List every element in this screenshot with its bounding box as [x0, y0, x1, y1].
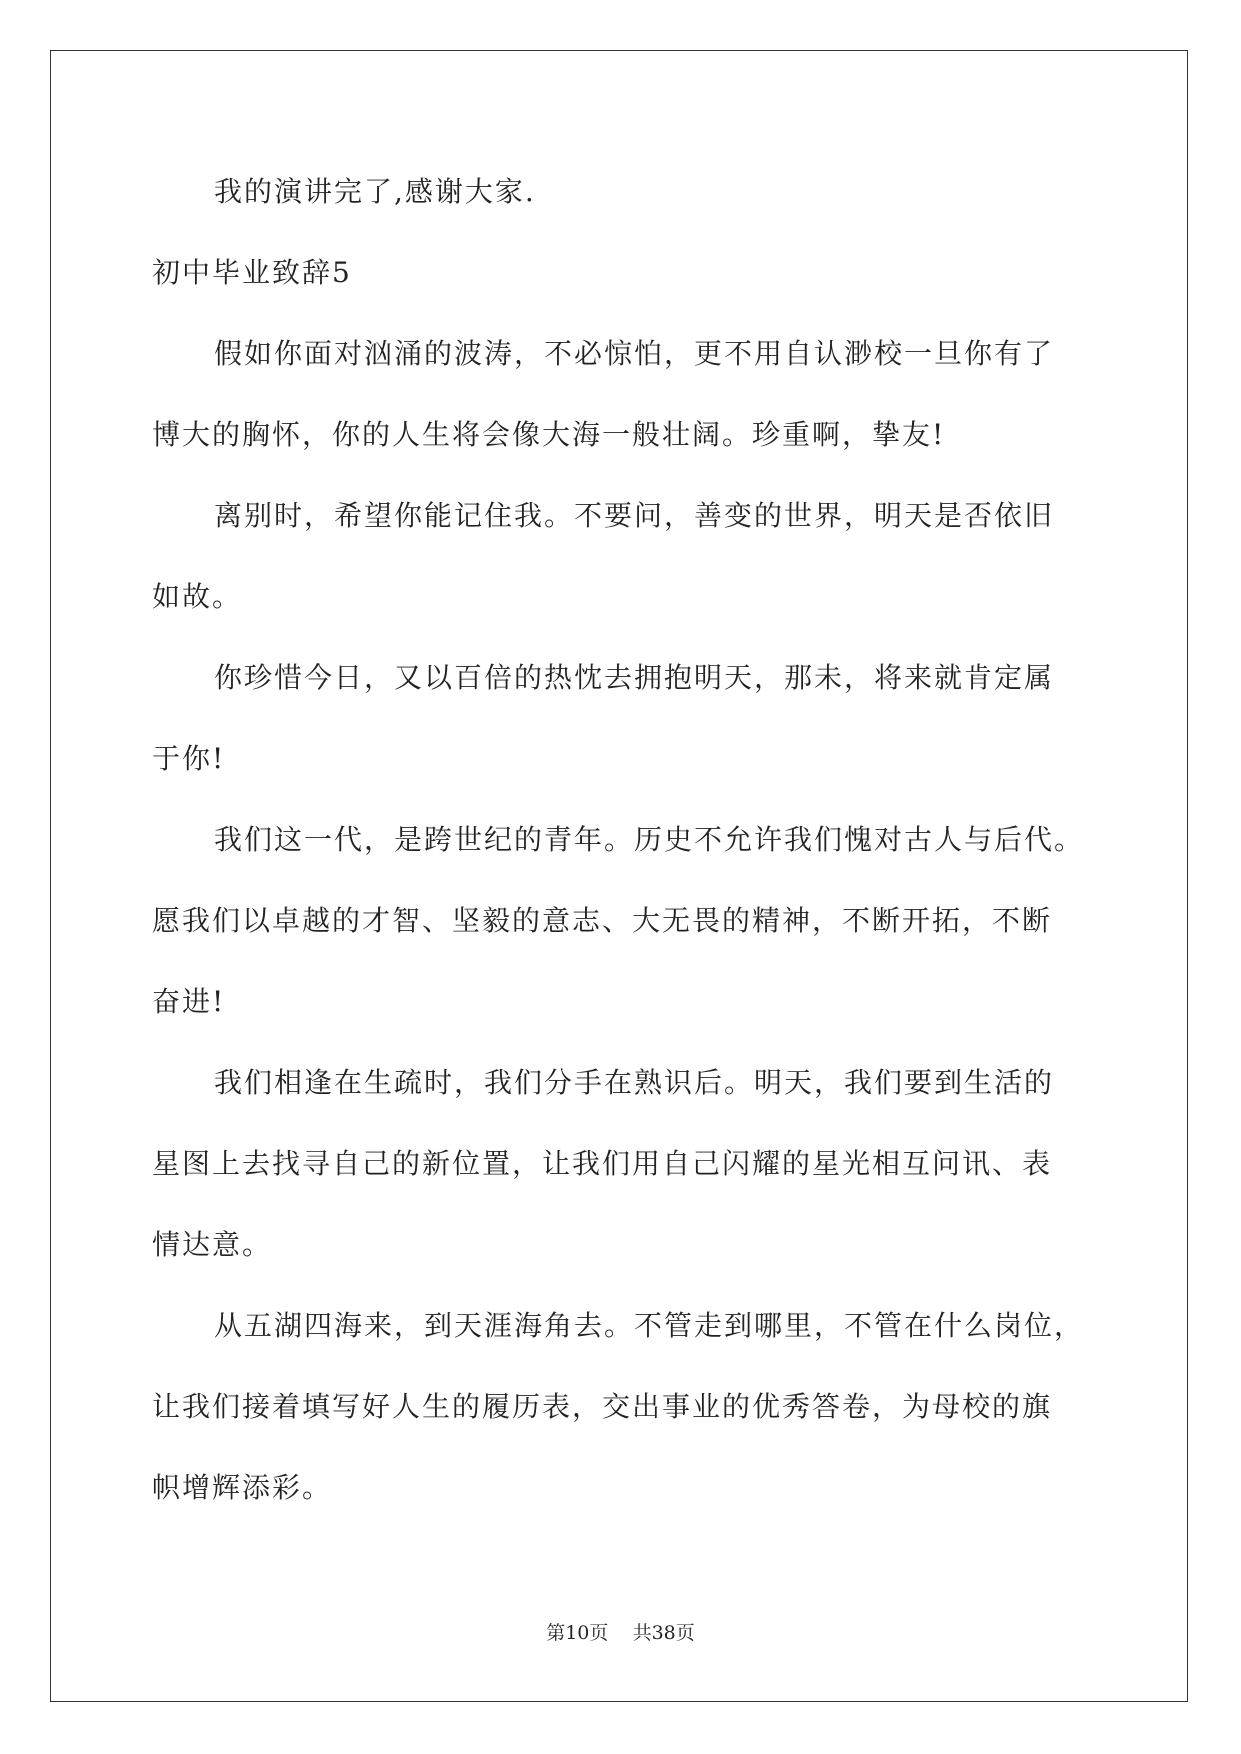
page-border: [50, 50, 1188, 1702]
text-line: 我的演讲完了,感谢大家.: [214, 175, 536, 208]
text-line: 奋进!: [152, 985, 226, 1018]
text-line: 从五湖四海来，到天涯海角去。不管走到哪里，不管在什么岗位，: [214, 1309, 1085, 1342]
text-line: 博大的胸怀，你的人生将会像大海一般壮阔。珍重啊，挚友!: [152, 418, 946, 451]
page-total: 共38页: [632, 1622, 695, 1644]
text-line: 于你!: [152, 742, 226, 775]
text-line: 你珍惜今日，又以百倍的热忱去拥抱明天，那未，将来就肯定属: [214, 661, 1055, 694]
page-number: 第10页: [546, 1622, 609, 1644]
page-footer: [0, 1620, 1241, 1646]
text-line: 我们这一代，是跨世纪的青年。历史不允许我们愧对古人与后代。: [214, 823, 1085, 856]
text-line: 离别时，希望你能记住我。不要问，善变的世界，明天是否依旧: [214, 499, 1055, 532]
text-line: 愿我们以卓越的才智、坚毅的意志、大无畏的精神，不断开拓，不断: [152, 904, 1053, 937]
text-line: 如故。: [152, 580, 243, 613]
text-line: 假如你面对汹涌的波涛，不必惊怕，更不用自认渺校一旦你有了: [214, 337, 1055, 370]
text-line: 帜增辉添彩。: [152, 1471, 333, 1504]
text-line: 情达意。: [152, 1228, 273, 1261]
text-line: 让我们接着填写好人生的履历表，交出事业的优秀答卷，为母校的旗: [152, 1390, 1053, 1423]
section-heading: 初中毕业致辞5: [152, 256, 352, 289]
text-line: 星图上去找寻自己的新位置，让我们用自己闪耀的星光相互问讯、表: [152, 1147, 1053, 1180]
text-line: 我们相逢在生疏时，我们分手在熟识后。明天，我们要到生活的: [214, 1066, 1055, 1099]
